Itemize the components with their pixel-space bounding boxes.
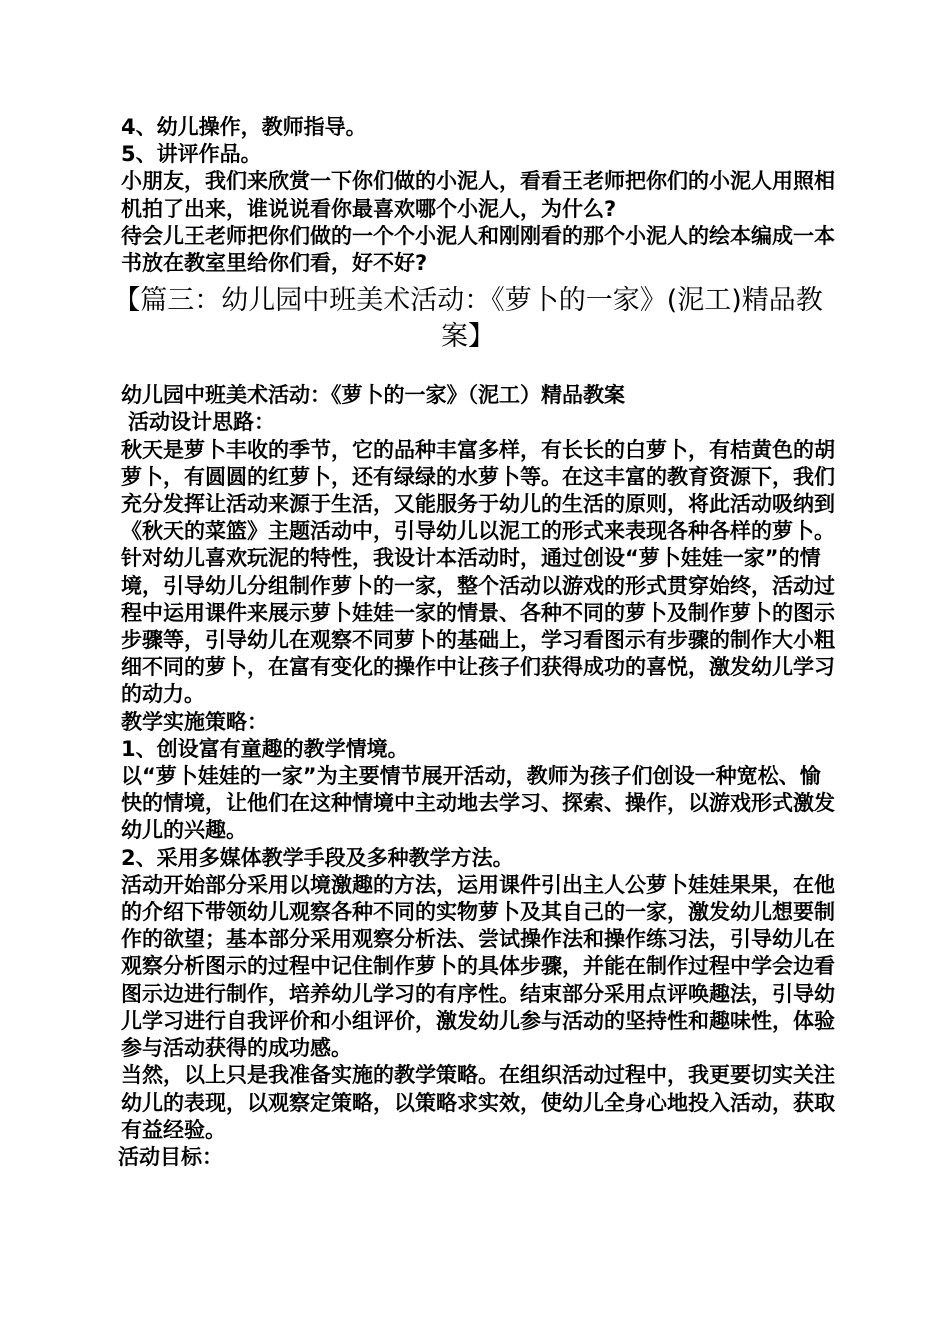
review-paragraph: 小朋友，我们来欣赏一下你们做的小泥人，看看王老师把你们的小泥人用照相机拍了出来，谁说说看你最喜欢哪个小泥人，为什么? [121,169,835,221]
strategy-label: 教学实施策略： [121,709,268,734]
strategy-1-title: 1、创设富有童趣的教学情境。 [121,736,409,761]
strategy-2-title: 2、采用多媒体教学手段及多种教学方法。 [121,845,514,870]
lesson-title: 幼儿园中班美术活动：《萝卜的一家》（泥工）精品教案 [121,383,625,408]
closing-paragraph: 当然，以上只是我准备实施的教学策略。在组织活动过程中，我更要切实关注幼儿的表现，以观察定策略，以策略求实效，使幼儿全身心地投入活动，获取有益经验。 [121,1063,835,1142]
design-idea-label: 活动设计思路： [128,410,275,435]
goals-label: 活动目标： [118,1144,223,1169]
step-4-text: 4、幼儿操作，教师指导。 [121,115,367,139]
document-page [113,114,838,1171]
step-5-text: 5、讲评作品。 [121,142,262,167]
design-idea-paragraph: 秋天是萝卜丰收的季节，它的品种丰富多样，有长长的白萝卜，有桔黄色的胡萝卜，有圆圆的红萝卜，还有绿绿的水萝卜等。在这丰富的教育资源下，我们充分发挥让活动来源于生活，又能服务于幼儿的生活的原则，将此活动吸纳到《秋天的菜篮》主题活动中，引导幼儿以泥工的形式来表现各种各样的萝卜。针对幼儿喜欢玩泥的特性，我设计本活动时，通过创设“萝卜娃娃一家”的情境，引导幼儿分组制作萝卜的一家，整个活动以游戏的形式贯穿始终，活动过程中运用课件来展示萝卜娃娃一家的情景、各种不同的萝卜及制作萝卜的图示步骤等，引导幼儿在观察不同萝卜的基础上，学习看图示有步骤的制作大小粗细不同的萝卜，在富有变化的操作中让孩子们获得成功的喜悦，激发幼儿学习的动力。 [121,437,835,707]
strategy-2-paragraph: 活动开始部分采用以境激趣的方法，运用课件引出主人公萝卜娃娃果果，在他的介绍下带领幼儿观察各种不同的实物萝卜及其自己的一家，激发幼儿想要制作的欲望；基本部分采用观察分析法、尝试操作法和操作练习法，引导幼儿在观察分析图示的过程中记住制作萝卜的具体步骤，并能在制作过程中学会边看图示边进行制作，培养幼儿学习的有序性。结束部分采用点评唤趣法，引导幼儿学习进行自我评价和小组评价，激发幼儿参与活动的坚持性和趣味性，体验参与活动获得的成功感。 [121,872,835,1061]
strategy-1-paragraph: 以“萝卜娃娃的一家”为主要情节展开活动，教师为孩子们创设一种宽松、愉快的情境，让他们在这种情境中主动地去学习、探索、操作，以游戏形式激发幼儿的兴趣。 [121,764,835,843]
section-heading: 【篇三：幼儿园中班美术活动：《萝卜的一家》(泥工)精品教案】 [113,285,823,353]
book-paragraph: 待会儿王老师把你们做的一个个小泥人和刚刚看的那个小泥人的绘本编成一本书放在教室里给你们看，好不好? [121,223,835,276]
